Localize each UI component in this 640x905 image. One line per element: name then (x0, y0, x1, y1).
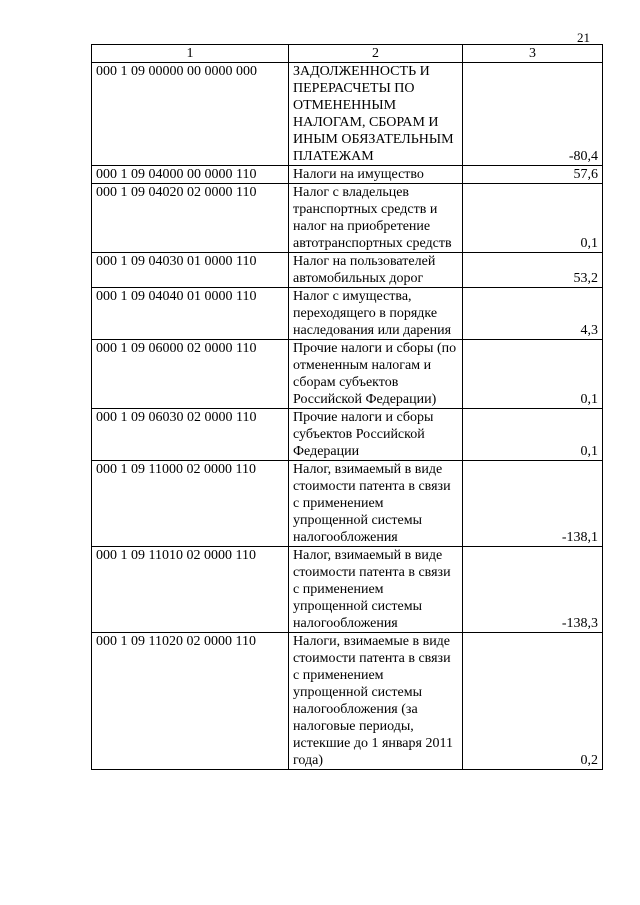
row-amount: 0,1 (463, 340, 603, 409)
table-row (92, 633, 603, 770)
row-amount: -138,3 (463, 547, 603, 633)
row-code: 000 1 09 06030 02 0000 110 (92, 409, 289, 461)
row-name: Налог с имущества, переходящего в порядке наследования или дарения (289, 288, 463, 340)
table-row (92, 184, 603, 253)
row-amount: 0,1 (463, 409, 603, 461)
table-row (92, 253, 603, 288)
row-name: Налог с владельцев транспортных средств и налог на приобретение автотранспортных средств (289, 184, 463, 253)
table-row (92, 547, 603, 633)
row-amount: 4,3 (463, 288, 603, 340)
row-code: 000 1 09 06000 02 0000 110 (92, 340, 289, 409)
table-row (92, 461, 603, 547)
row-code: 000 1 09 04000 00 0000 110 (92, 166, 289, 184)
table-row (92, 288, 603, 340)
table-header-row (92, 45, 603, 63)
row-name: ЗАДОЛЖЕННОСТЬ И ПЕРЕРАСЧЕТЫ ПО ОТМЕНЕННЫМ НАЛОГАМ, СБОРАМ И ИНЫМ ОБЯЗАТЕЛЬНЫМ ПЛАТЕЖАМ (289, 63, 463, 166)
row-name: Прочие налоги и сборы субъектов Российской Федерации (289, 409, 463, 461)
row-amount: 0,2 (463, 633, 603, 770)
row-code: 000 1 09 00000 00 0000 000 (92, 63, 289, 166)
row-amount: 57,6 (463, 166, 603, 184)
row-name: Налог, взимаемый в виде стоимости патента в связи с применением упрощенной системы налогообложения (289, 547, 463, 633)
row-code: 000 1 09 04040 01 0000 110 (92, 288, 289, 340)
row-code: 000 1 09 11010 02 0000 110 (92, 547, 289, 633)
table-row (92, 409, 603, 461)
row-name: Налоги на имущество (289, 166, 463, 184)
row-code: 000 1 09 11000 02 0000 110 (92, 461, 289, 547)
budget-table (91, 44, 603, 770)
row-name: Налог на пользователей автомобильных дорог (289, 253, 463, 288)
row-code: 000 1 09 04020 02 0000 110 (92, 184, 289, 253)
column-header-name: 2 (289, 45, 463, 63)
row-amount: 53,2 (463, 253, 603, 288)
row-code: 000 1 09 04030 01 0000 110 (92, 253, 289, 288)
row-name: Налог, взимаемый в виде стоимости патента в связи с применением упрощенной системы налогообложения (289, 461, 463, 547)
row-code: 000 1 09 11020 02 0000 110 (92, 633, 289, 770)
row-amount: -138,1 (463, 461, 603, 547)
column-header-amount: 3 (463, 45, 603, 63)
row-name: Налоги, взимаемые в виде стоимости патента в связи с применением упрощенной системы налогообложения (за налоговые периоды, истекшие до 1 января 2011 года) (289, 633, 463, 770)
column-header-code: 1 (92, 45, 289, 63)
row-amount: -80,4 (463, 63, 603, 166)
row-amount: 0,1 (463, 184, 603, 253)
row-name: Прочие налоги и сборы (по отмененным налогам и сборам субъектов Российской Федерации) (289, 340, 463, 409)
table-row (92, 340, 603, 409)
page-number: 21 (577, 30, 590, 45)
table-row (92, 63, 603, 166)
table-row (92, 166, 603, 184)
